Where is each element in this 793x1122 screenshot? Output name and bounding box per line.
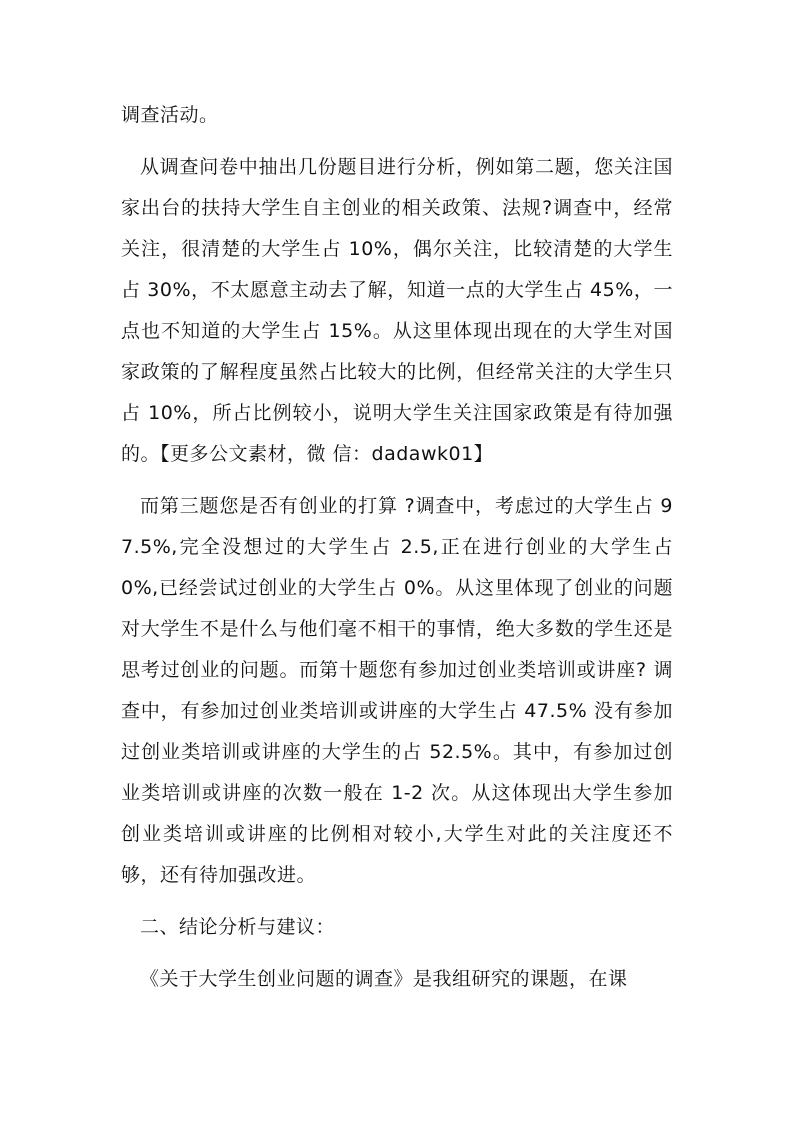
paragraph-gap	[121, 136, 673, 147]
paragraph-continuation: 调查活动。	[121, 104, 219, 126]
section-heading-conclusion: 二、结论分析与建议：	[140, 916, 336, 938]
paragraph-question-three-analysis: 而第三题您是否有创业的打算 ?调查中，考虑过的大学生占 97.5%,完全没想过的大学生占 2.5,正在进行创业的大学生占 0%,已经尝试过创业的大学生占 0%。从这里体现了创业的问题对大学生不是什么与他们毫不相干的事情，绝大多数的学生还是思考过创业的问题。而第十题您有参加过创业类培训或讲座? 调查中，有参加过创业类培训或讲座的大学生占 47.5% 没有参加过创业类培训或讲座的大学生的占 52.5%。其中，有参加过创业类培训或讲座的次数一般在 1-2 次。从这体现出大学生参加创业类培训或讲座的比例相对较小,大学生对此的关注度还不够，还有待加强改进。	[121, 495, 673, 886]
paragraph-gap	[121, 948, 673, 959]
paragraph-question-two-analysis: 从调查问卷中抽出几份题目进行分析，例如第二题，您关注国家出台的扶持大学生自主创业的相关政策、法规?调查中，经常关注，很清楚的大学生占 10%，偶尔关注，比较清楚的大学生占 30%，不太愿意主动去了解，知道一点的大学生占 45%，一点也不知道的大学生占 15%。从这里体现出现在的大学生对国家政策的了解程度虽然占比较大的比例，但经常关注的大学生只占 10%，所占比例较小，说明大学生关注国家政策是有待加强的。【更多公文素材，微 信：dadawk01】	[121, 156, 673, 465]
paragraph-conclusion-intro: 《关于大学生创业问题的调查》是我组研究的课题，在课	[140, 968, 628, 990]
document-body	[121, 95, 673, 1000]
paragraph-gap	[121, 896, 673, 907]
paragraph-gap	[121, 475, 673, 486]
